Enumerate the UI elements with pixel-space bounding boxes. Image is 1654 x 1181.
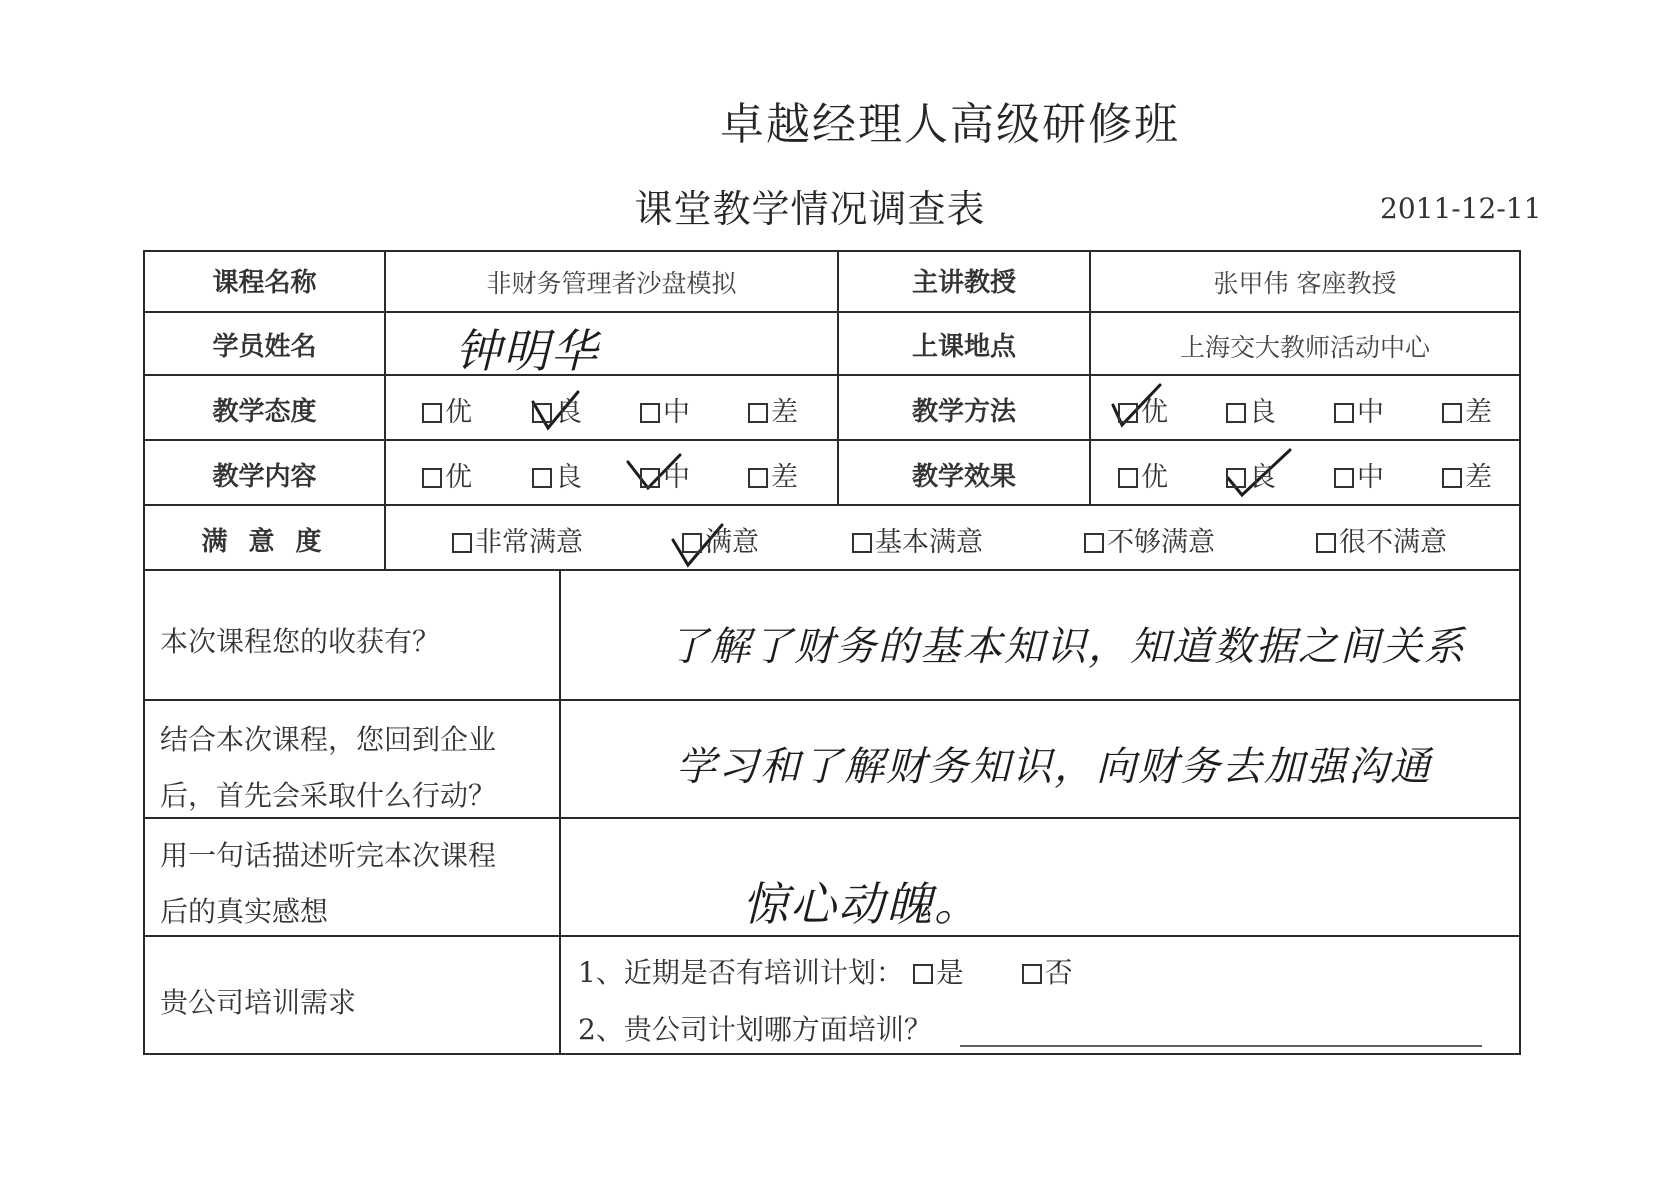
professor-value: 张甲伟 客座教授 — [1213, 269, 1397, 298]
checkbox[interactable] — [532, 403, 552, 423]
effect-option-3[interactable]: 中 — [1334, 455, 1384, 494]
checkbox-no[interactable] — [1022, 964, 1042, 984]
course-value: 非财务管理者沙盘模拟 — [486, 269, 737, 298]
feeling-label-line2: 后的真实感想 — [160, 895, 329, 928]
action-label-line1: 结合本次课程，您回到企业 — [160, 723, 497, 756]
effect-option-2[interactable]: 良 — [1226, 455, 1276, 494]
checkbox[interactable] — [1334, 403, 1354, 423]
location-label: 上课地点 — [911, 332, 1016, 362]
checkbox[interactable] — [422, 468, 442, 488]
checkbox[interactable] — [532, 468, 552, 488]
gain-answer[interactable]: 了解了财务的基本知识，知道数据之间关系 — [668, 624, 1466, 670]
content-label: 教学内容 — [212, 462, 317, 492]
yes-label: 是 — [935, 956, 964, 989]
method-label: 教学方法 — [911, 397, 1016, 427]
student-signature: 钟明华 — [455, 324, 599, 378]
content-option-2[interactable]: 良 — [532, 455, 582, 494]
student-label: 学员姓名 — [212, 332, 317, 362]
checkbox[interactable] — [640, 468, 660, 488]
method-option-1[interactable]: 优 — [1118, 390, 1168, 429]
form-subtitle: 课堂教学情况调查表 — [634, 187, 986, 231]
checkbox[interactable] — [682, 533, 702, 553]
checkbox[interactable] — [1442, 403, 1462, 423]
professor-label: 主讲教授 — [911, 268, 1016, 298]
attitude-option-4[interactable]: 差 — [748, 390, 798, 429]
method-option-2[interactable]: 良 — [1226, 390, 1276, 429]
checkbox-yes[interactable] — [913, 964, 933, 984]
content-option-1[interactable]: 优 — [422, 455, 472, 494]
checkbox[interactable] — [1226, 468, 1246, 488]
form-date: 2011-12-11 — [1380, 192, 1542, 225]
effect-label: 教学效果 — [911, 462, 1016, 492]
effect-option-4[interactable]: 差 — [1442, 455, 1492, 494]
gain-label: 本次课程您的收获有？ — [160, 625, 441, 658]
satisfaction-option-3[interactable]: 基本满意 — [852, 520, 983, 559]
satisfaction-option-1[interactable]: 非常满意 — [452, 520, 583, 559]
action-label-line2: 后，首先会采取什么行动？ — [160, 779, 497, 812]
satisfaction-option-4[interactable]: 不够满意 — [1084, 520, 1215, 559]
checkbox[interactable] — [640, 403, 660, 423]
method-option-4[interactable]: 差 — [1442, 390, 1492, 429]
content-option-3[interactable]: 中 — [640, 455, 690, 494]
checkbox[interactable] — [1316, 533, 1336, 553]
checkbox[interactable] — [852, 533, 872, 553]
no-label: 否 — [1044, 956, 1073, 989]
checkbox[interactable] — [1334, 468, 1354, 488]
satisfaction-label: 满 意 度 — [201, 527, 328, 557]
satisfaction-option-5[interactable]: 很不满意 — [1316, 520, 1447, 559]
feeling-label-line1: 用一句话描述听完本次课程 — [160, 839, 497, 872]
satisfaction-option-2[interactable]: 满意 — [682, 520, 759, 559]
action-answer[interactable]: 学习和了解财务知识，向财务去加强沟通 — [676, 744, 1432, 790]
checkbox[interactable] — [748, 403, 768, 423]
attitude-option-2[interactable]: 良 — [532, 390, 582, 429]
effect-option-1[interactable]: 优 — [1118, 455, 1168, 494]
checkbox[interactable] — [1442, 468, 1462, 488]
training-label: 贵公司培训需求 — [160, 986, 357, 1019]
checkbox[interactable] — [748, 468, 768, 488]
checkbox[interactable] — [452, 533, 472, 553]
training-question-1: 1、近期是否有培训计划： 是 否 — [578, 956, 1073, 989]
method-option-3[interactable]: 中 — [1334, 390, 1384, 429]
content-option-4[interactable]: 差 — [748, 455, 798, 494]
attitude-option-1[interactable]: 优 — [422, 390, 472, 429]
form-title: 卓越经理人高级研修班 — [720, 99, 1180, 150]
feeling-answer[interactable]: 惊心动魄。 — [742, 877, 982, 931]
checkbox[interactable] — [1226, 403, 1246, 423]
location-value: 上海交大教师活动中心 — [1179, 333, 1430, 362]
attitude-label: 教学态度 — [212, 397, 317, 427]
training-question-2: 2、贵公司计划哪方面培训？ — [578, 1013, 932, 1046]
checkbox[interactable] — [1084, 533, 1104, 553]
checkbox[interactable] — [1118, 403, 1138, 423]
checkbox[interactable] — [1118, 468, 1138, 488]
course-label: 课程名称 — [212, 268, 317, 298]
checkbox[interactable] — [422, 403, 442, 423]
attitude-option-3[interactable]: 中 — [640, 390, 690, 429]
